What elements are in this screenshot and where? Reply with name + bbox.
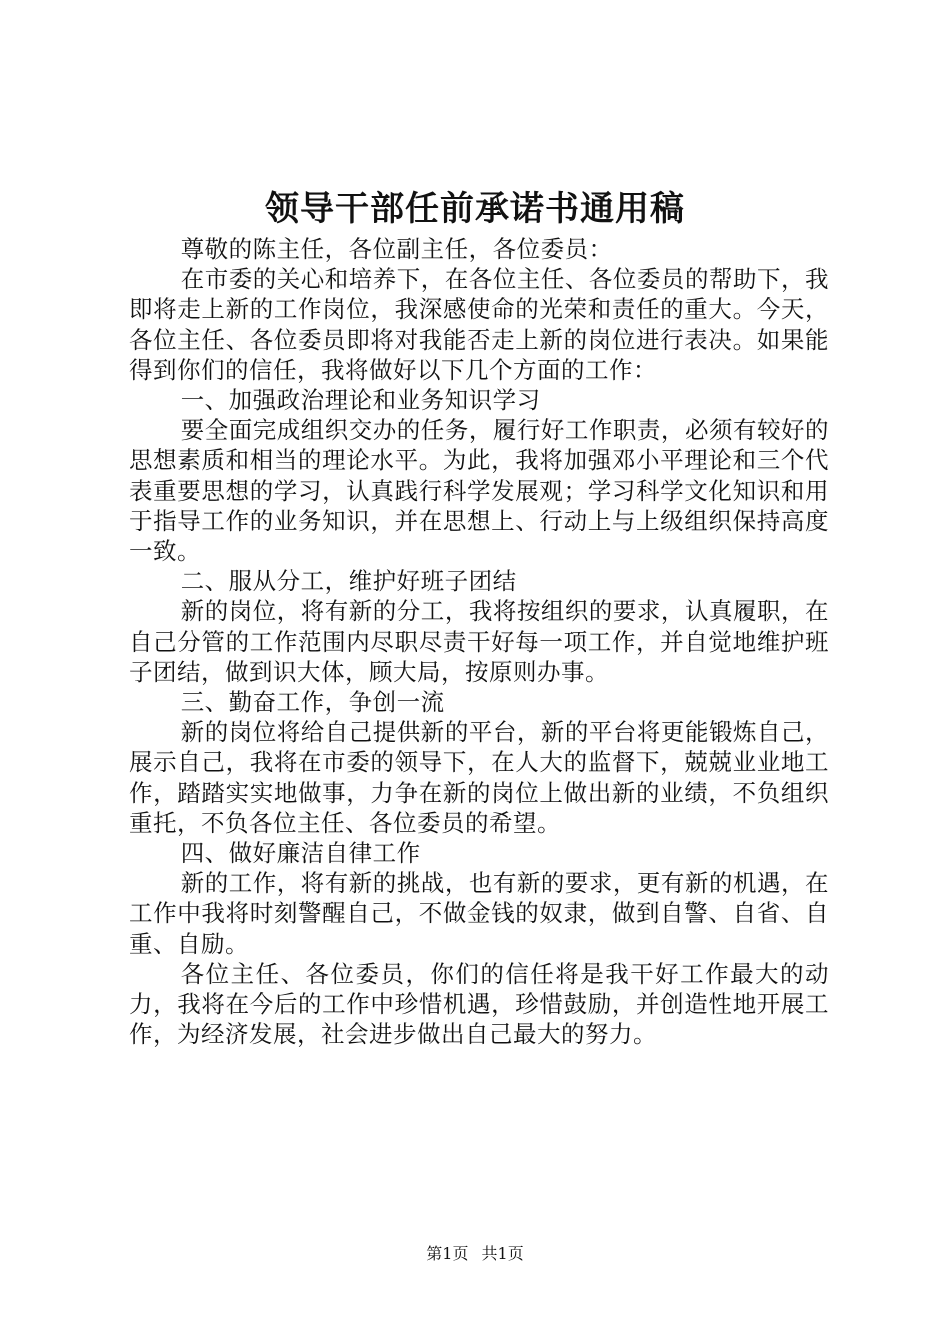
section-paragraph-4: 新的工作，将有新的挑战，也有新的要求，更有新的机遇，在工作中我将时刻警醒自己，不做金钱的奴隶，做到自警、自省、自重、自励。 (129, 869, 829, 958)
document-body (129, 234, 829, 1049)
page-footer (0, 1242, 950, 1266)
section-paragraph-1: 要全面完成组织交办的任务，履行好工作职责，必须有较好的思想素质和相当的理论水平。为此，我将加强邓小平理论和三个代表重要思想的学习，认真践行科学发展观；学习科学文化知识和用于指导工作的业务知识，并在思想上、行动上与上级组织保持高度一致。 (129, 416, 829, 566)
section-heading-1: 一、加强政治理论和业务知识学习 (180, 386, 541, 415)
closing-paragraph: 各位主任、各位委员，你们的信任将是我干好工作最大的动力，我将在今后的工作中珍惜机遇，珍惜鼓励，并创造性地开展工作，为经济发展，社会进步做出自己最大的努力。 (129, 959, 829, 1049)
intro-paragraph: 在市委的关心和培养下，在各位主任、各位委员的帮助下，我即将走上新的工作岗位，我深感使命的光荣和责任的重大。今天，各位主任、各位委员即将对我能否走上新的岗位进行表决。如果能得到你们的信任，我将做好以下几个方面的工作： (129, 265, 829, 384)
section-paragraph-3: 新的岗位将给自己提供新的平台，新的平台将更能锻炼自己，展示自己，我将在市委的领导下，在人大的监督下，兢兢业业地工作，踏踏实实地做事，力争在新的岗位上做出新的业绩，不负组织重托，不负各位主任、各位委员的希望。 (129, 718, 829, 837)
document-title: 领导干部任前承诺书通用稿 (265, 189, 685, 229)
section-heading-2: 二、服从分工，维护好班子团结 (180, 567, 517, 596)
salutation: 尊敬的陈主任，各位副主任，各位委员： (180, 235, 613, 263)
section-heading-3: 三、勤奋工作，争创一流 (180, 688, 445, 717)
page-total: 共1页 (481, 1244, 524, 1263)
page-number: 第1页 (426, 1244, 469, 1263)
section-heading-4: 四、做好廉洁自律工作 (180, 839, 421, 868)
section-paragraph-2: 新的岗位，将有新的分工，我将按组织的要求，认真履职，在自己分管的工作范围内尽职尽责干好每一项工作，并自觉地维护班子团结，做到识大体，顾大局，按原则办事。 (129, 597, 829, 686)
